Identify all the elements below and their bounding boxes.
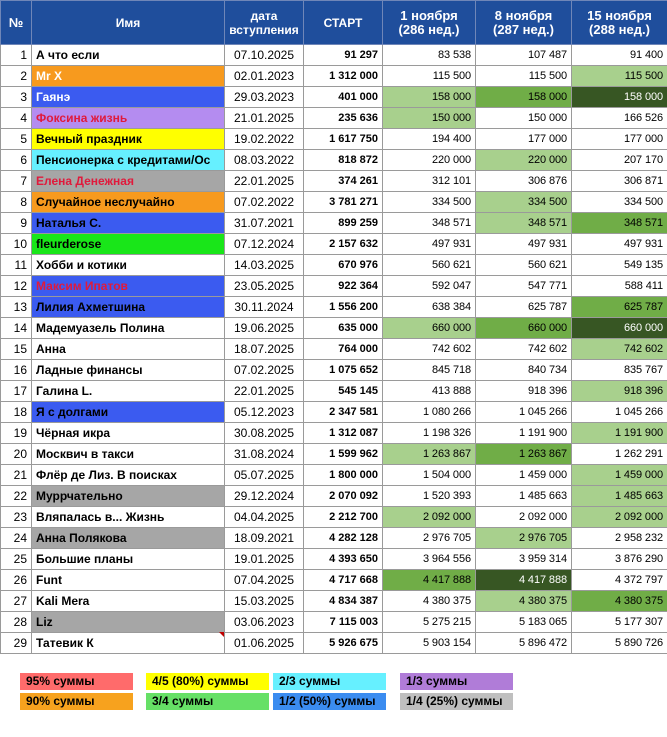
cell-week-3[interactable]: 4 380 375 (572, 591, 667, 612)
legend-item: 4/5 (80%) суммы (146, 673, 269, 690)
cell-number[interactable]: 19 (1, 423, 32, 444)
cell-number[interactable]: 22 (1, 486, 32, 507)
cell-number[interactable]: 2 (1, 66, 32, 87)
cell-name[interactable]: Муррчательно (32, 486, 225, 507)
table-row (1, 402, 667, 423)
cell-start[interactable]: 4 393 650 (304, 549, 383, 570)
cell-join-date[interactable]: 14.03.2025 (225, 255, 304, 276)
cell-start[interactable]: 1 312 087 (304, 423, 383, 444)
cell-week-2[interactable]: 1 263 867 (476, 444, 572, 465)
cell-week-2[interactable]: 177 000 (476, 129, 572, 150)
cell-week-3[interactable]: 1 459 000 (572, 465, 667, 486)
cell-number[interactable]: 21 (1, 465, 32, 486)
cell-week-3[interactable]: 742 602 (572, 339, 667, 360)
cell-number[interactable]: 14 (1, 318, 32, 339)
cell-number[interactable]: 11 (1, 255, 32, 276)
cell-week-1[interactable]: 5 275 215 (383, 612, 476, 633)
legend-item: 2/3 суммы (273, 673, 386, 690)
cell-name[interactable]: Татевик К (32, 633, 225, 654)
table-row (1, 255, 667, 276)
table-row (1, 591, 667, 612)
header-row (1, 1, 667, 45)
cell-start[interactable]: 1 617 750 (304, 129, 383, 150)
cell-number[interactable]: 1 (1, 45, 32, 66)
cell-week-2[interactable]: 625 787 (476, 297, 572, 318)
cell-week-3[interactable]: 4 372 797 (572, 570, 667, 591)
cell-week-1[interactable]: 3 964 556 (383, 549, 476, 570)
cell-number[interactable]: 18 (1, 402, 32, 423)
cell-week-2[interactable]: 4 380 375 (476, 591, 572, 612)
cell-week-1[interactable]: 592 047 (383, 276, 476, 297)
cell-name[interactable]: Анна (32, 339, 225, 360)
cell-week-1[interactable]: 150 000 (383, 108, 476, 129)
cell-week-3[interactable]: 1 045 266 (572, 402, 667, 423)
cell-week-3[interactable]: 3 876 290 (572, 549, 667, 570)
table-row (1, 528, 667, 549)
table-row (1, 360, 667, 381)
table-row (1, 549, 667, 570)
cell-week-1[interactable]: 334 500 (383, 192, 476, 213)
cell-week-2[interactable]: 1 045 266 (476, 402, 572, 423)
table-row (1, 570, 667, 591)
cell-join-date[interactable]: 18.07.2025 (225, 339, 304, 360)
cell-start[interactable]: 2 347 581 (304, 402, 383, 423)
cell-name[interactable]: Гаянэ (32, 87, 225, 108)
legend-item: 1/3 суммы (400, 673, 513, 690)
cell-name[interactable]: Наталья С. (32, 213, 225, 234)
table-row (1, 297, 667, 318)
table-row (1, 486, 667, 507)
header-num[interactable]: № (1, 1, 32, 45)
cell-name[interactable]: Ладные финансы (32, 360, 225, 381)
cell-start[interactable]: 2 070 092 (304, 486, 383, 507)
cell-join-date[interactable]: 18.09.2021 (225, 528, 304, 549)
cell-name[interactable]: fleurderose (32, 234, 225, 255)
cell-number[interactable]: 23 (1, 507, 32, 528)
table-row (1, 423, 667, 444)
cell-join-date[interactable]: 04.04.2025 (225, 507, 304, 528)
cell-number[interactable]: 16 (1, 360, 32, 381)
cell-week-3[interactable]: 5 177 307 (572, 612, 667, 633)
header-name[interactable]: Имя (32, 1, 225, 45)
cell-number[interactable]: 24 (1, 528, 32, 549)
cell-week-1[interactable]: 1 520 393 (383, 486, 476, 507)
cell-start[interactable]: 91 297 (304, 45, 383, 66)
cell-start[interactable]: 635 000 (304, 318, 383, 339)
cell-join-date[interactable]: 22.01.2025 (225, 171, 304, 192)
cell-week-2[interactable]: 4 417 888 (476, 570, 572, 591)
comment-indicator[interactable] (219, 632, 224, 637)
header-date[interactable]: дата вступления (225, 1, 304, 45)
cell-name[interactable]: Пенсионерка с кредитами/Ос (32, 150, 225, 171)
cell-week-2[interactable]: 348 571 (476, 213, 572, 234)
cell-name[interactable]: Большие планы (32, 549, 225, 570)
cell-number[interactable]: 8 (1, 192, 32, 213)
cell-join-date[interactable]: 02.01.2023 (225, 66, 304, 87)
table-row (1, 171, 667, 192)
cell-week-1[interactable]: 638 384 (383, 297, 476, 318)
cell-week-1[interactable]: 83 538 (383, 45, 476, 66)
cell-week-1[interactable]: 1 263 867 (383, 444, 476, 465)
cell-name[interactable]: А что если (32, 45, 225, 66)
cell-week-1[interactable]: 1 080 266 (383, 402, 476, 423)
cell-join-date[interactable]: 29.12.2024 (225, 486, 304, 507)
cell-week-1[interactable]: 2 092 000 (383, 507, 476, 528)
table-row (1, 276, 667, 297)
table-row (1, 87, 667, 108)
cell-week-1[interactable]: 5 903 154 (383, 633, 476, 654)
cell-join-date[interactable]: 22.01.2025 (225, 381, 304, 402)
cell-start[interactable]: 1 556 200 (304, 297, 383, 318)
cell-week-2[interactable]: 2 092 000 (476, 507, 572, 528)
cell-week-3[interactable]: 158 000 (572, 87, 667, 108)
table-body (1, 45, 667, 654)
cell-name[interactable]: Хобби и котики (32, 255, 225, 276)
cell-number[interactable]: 13 (1, 297, 32, 318)
cell-number[interactable]: 29 (1, 633, 32, 654)
table-row (1, 612, 667, 633)
cell-join-date[interactable]: 31.08.2024 (225, 444, 304, 465)
header-week-3[interactable]: 15 ноября (288 нед.) (572, 1, 667, 45)
cell-number[interactable]: 17 (1, 381, 32, 402)
cell-week-3[interactable]: 115 500 (572, 66, 667, 87)
cell-week-1[interactable]: 194 400 (383, 129, 476, 150)
cell-name[interactable]: Мадемуазель Полина (32, 318, 225, 339)
cell-week-3[interactable]: 835 767 (572, 360, 667, 381)
cell-week-3[interactable]: 660 000 (572, 318, 667, 339)
cell-week-3[interactable]: 348 571 (572, 213, 667, 234)
cell-join-date[interactable]: 23.05.2025 (225, 276, 304, 297)
cell-start[interactable]: 3 781 271 (304, 192, 383, 213)
cell-name[interactable]: Лилия Ахметшина (32, 297, 225, 318)
cell-join-date[interactable]: 03.06.2023 (225, 612, 304, 633)
cell-number[interactable]: 10 (1, 234, 32, 255)
cell-start[interactable]: 1 800 000 (304, 465, 383, 486)
cell-name[interactable]: Анна Полякова (32, 528, 225, 549)
table-row (1, 444, 667, 465)
cell-week-1[interactable]: 158 000 (383, 87, 476, 108)
cell-number[interactable]: 5 (1, 129, 32, 150)
cell-number[interactable]: 25 (1, 549, 32, 570)
cell-week-1[interactable]: 1 504 000 (383, 465, 476, 486)
table-row (1, 213, 667, 234)
cell-week-2[interactable]: 547 771 (476, 276, 572, 297)
cell-week-3[interactable]: 625 787 (572, 297, 667, 318)
table-row (1, 108, 667, 129)
cell-week-3[interactable]: 166 526 (572, 108, 667, 129)
legend-item: 1/2 (50%) суммы (273, 693, 386, 710)
cell-join-date[interactable]: 07.04.2025 (225, 570, 304, 591)
cell-week-1[interactable]: 4 417 888 (383, 570, 476, 591)
cell-start[interactable]: 235 636 (304, 108, 383, 129)
cell-week-2[interactable]: 840 734 (476, 360, 572, 381)
cell-week-1[interactable]: 845 718 (383, 360, 476, 381)
cell-number[interactable]: 9 (1, 213, 32, 234)
cell-start[interactable]: 545 145 (304, 381, 383, 402)
cell-number[interactable]: 15 (1, 339, 32, 360)
cell-name[interactable]: Флёр де Лиз. В поисках (32, 465, 225, 486)
cell-week-3[interactable]: 549 135 (572, 255, 667, 276)
cell-week-2[interactable]: 5 896 472 (476, 633, 572, 654)
cell-join-date[interactable]: 07.02.2025 (225, 360, 304, 381)
cell-start[interactable]: 1 599 962 (304, 444, 383, 465)
cell-join-date[interactable]: 21.01.2025 (225, 108, 304, 129)
cell-week-2[interactable]: 3 959 314 (476, 549, 572, 570)
cell-week-2[interactable]: 5 183 065 (476, 612, 572, 633)
cell-week-2[interactable]: 560 621 (476, 255, 572, 276)
cell-join-date[interactable]: 19.06.2025 (225, 318, 304, 339)
cell-week-2[interactable]: 1 191 900 (476, 423, 572, 444)
cell-week-2[interactable]: 918 396 (476, 381, 572, 402)
cell-start[interactable]: 818 872 (304, 150, 383, 171)
cell-week-1[interactable]: 497 931 (383, 234, 476, 255)
cell-number[interactable]: 26 (1, 570, 32, 591)
cell-start[interactable]: 374 261 (304, 171, 383, 192)
cell-join-date[interactable]: 07.02.2022 (225, 192, 304, 213)
cell-week-1[interactable]: 115 500 (383, 66, 476, 87)
cell-join-date[interactable]: 15.03.2025 (225, 591, 304, 612)
cell-name[interactable]: Liz (32, 612, 225, 633)
cell-week-2[interactable]: 497 931 (476, 234, 572, 255)
cell-name[interactable]: Галина L. (32, 381, 225, 402)
cell-number[interactable]: 27 (1, 591, 32, 612)
cell-name[interactable]: Чёрная икра (32, 423, 225, 444)
cell-week-2[interactable]: 742 602 (476, 339, 572, 360)
header-start[interactable]: СТАРТ (304, 1, 383, 45)
cell-name[interactable]: Mr X (32, 66, 225, 87)
cell-name[interactable]: Я с долгами (32, 402, 225, 423)
table-row (1, 45, 667, 66)
cell-join-date[interactable]: 01.06.2025 (225, 633, 304, 654)
cell-week-2[interactable]: 1 485 663 (476, 486, 572, 507)
cell-week-2[interactable]: 158 000 (476, 87, 572, 108)
legend-item: 1/4 (25%) суммы (400, 693, 513, 710)
cell-name[interactable]: Случайное неслучайно (32, 192, 225, 213)
cell-number[interactable]: 3 (1, 87, 32, 108)
cell-week-1[interactable]: 413 888 (383, 381, 476, 402)
cell-week-3[interactable]: 207 170 (572, 150, 667, 171)
cell-week-2[interactable]: 115 500 (476, 66, 572, 87)
cell-week-3[interactable]: 5 890 726 (572, 633, 667, 654)
table-row (1, 465, 667, 486)
table-row (1, 150, 667, 171)
cell-start[interactable]: 670 976 (304, 255, 383, 276)
cell-start[interactable]: 2 157 632 (304, 234, 383, 255)
cell-week-3[interactable]: 91 400 (572, 45, 667, 66)
cell-join-date[interactable]: 31.07.2021 (225, 213, 304, 234)
cell-name[interactable]: Вляпалась в... Жизнь (32, 507, 225, 528)
cell-number[interactable]: 7 (1, 171, 32, 192)
cell-week-1[interactable]: 1 198 326 (383, 423, 476, 444)
table-row (1, 633, 667, 654)
cell-week-1[interactable]: 312 101 (383, 171, 476, 192)
cell-start[interactable]: 401 000 (304, 87, 383, 108)
cell-start[interactable]: 899 259 (304, 213, 383, 234)
cell-start[interactable]: 922 364 (304, 276, 383, 297)
cell-number[interactable]: 6 (1, 150, 32, 171)
cell-week-1[interactable]: 4 380 375 (383, 591, 476, 612)
cell-week-2[interactable]: 107 487 (476, 45, 572, 66)
cell-join-date[interactable]: 19.02.2022 (225, 129, 304, 150)
table-row (1, 381, 667, 402)
cell-join-date[interactable]: 05.12.2023 (225, 402, 304, 423)
cell-number[interactable]: 12 (1, 276, 32, 297)
cell-start[interactable]: 1 075 652 (304, 360, 383, 381)
legend (3, 654, 525, 737)
cell-week-3[interactable]: 1 485 663 (572, 486, 667, 507)
cell-join-date[interactable]: 29.03.2023 (225, 87, 304, 108)
cell-start[interactable]: 1 312 000 (304, 66, 383, 87)
cell-week-1[interactable]: 560 621 (383, 255, 476, 276)
cell-name[interactable]: Funt (32, 570, 225, 591)
cell-week-3[interactable]: 2 958 232 (572, 528, 667, 549)
cell-number[interactable]: 20 (1, 444, 32, 465)
cell-name[interactable]: Максим Ипатов (32, 276, 225, 297)
cell-week-3[interactable]: 1 191 900 (572, 423, 667, 444)
cell-join-date[interactable]: 19.01.2025 (225, 549, 304, 570)
cell-week-3[interactable]: 334 500 (572, 192, 667, 213)
cell-week-3[interactable]: 588 411 (572, 276, 667, 297)
cell-join-date[interactable]: 30.08.2025 (225, 423, 304, 444)
cell-week-3[interactable]: 497 931 (572, 234, 667, 255)
legend-item: 95% суммы (20, 673, 133, 690)
cell-start[interactable]: 4 717 668 (304, 570, 383, 591)
cell-name[interactable]: Фоксина жизнь (32, 108, 225, 129)
cell-number[interactable]: 4 (1, 108, 32, 129)
cell-name[interactable]: Kali Mera (32, 591, 225, 612)
cell-week-3[interactable]: 1 262 291 (572, 444, 667, 465)
cell-join-date[interactable]: 30.11.2024 (225, 297, 304, 318)
legend-item: 90% суммы (20, 693, 133, 710)
cell-start[interactable]: 4 834 387 (304, 591, 383, 612)
cell-join-date[interactable]: 07.12.2024 (225, 234, 304, 255)
cell-start[interactable]: 4 282 128 (304, 528, 383, 549)
cell-week-3[interactable]: 918 396 (572, 381, 667, 402)
cell-week-1[interactable]: 348 571 (383, 213, 476, 234)
legend-item: 3/4 суммы (146, 693, 269, 710)
cell-week-1[interactable]: 660 000 (383, 318, 476, 339)
cell-join-date[interactable]: 05.07.2025 (225, 465, 304, 486)
table-row (1, 192, 667, 213)
cell-week-1[interactable]: 2 976 705 (383, 528, 476, 549)
cell-week-3[interactable]: 2 092 000 (572, 507, 667, 528)
cell-week-2[interactable]: 2 976 705 (476, 528, 572, 549)
header-week-2[interactable]: 8 ноября (287 нед.) (476, 1, 572, 45)
table-row (1, 318, 667, 339)
cell-join-date[interactable]: 08.03.2022 (225, 150, 304, 171)
cell-week-2[interactable]: 220 000 (476, 150, 572, 171)
cell-start[interactable]: 7 115 003 (304, 612, 383, 633)
cell-week-3[interactable]: 177 000 (572, 129, 667, 150)
cell-week-2[interactable]: 150 000 (476, 108, 572, 129)
table-row (1, 129, 667, 150)
cell-week-1[interactable]: 742 602 (383, 339, 476, 360)
header-week-1[interactable]: 1 ноября (286 нед.) (383, 1, 476, 45)
cell-number[interactable]: 28 (1, 612, 32, 633)
table-row (1, 66, 667, 87)
cell-name[interactable]: Елена Денежная (32, 171, 225, 192)
cell-week-3[interactable]: 306 871 (572, 171, 667, 192)
table-row (1, 339, 667, 360)
cell-week-2[interactable]: 1 459 000 (476, 465, 572, 486)
cell-start[interactable]: 764 000 (304, 339, 383, 360)
cell-join-date[interactable]: 07.10.2025 (225, 45, 304, 66)
table-row (1, 234, 667, 255)
cell-name[interactable]: Вечный праздник (32, 129, 225, 150)
cell-week-1[interactable]: 220 000 (383, 150, 476, 171)
cell-week-2[interactable]: 306 876 (476, 171, 572, 192)
cell-start[interactable]: 5 926 675 (304, 633, 383, 654)
cell-start[interactable]: 2 212 700 (304, 507, 383, 528)
table-row (1, 507, 667, 528)
cell-name[interactable]: Москвич в такси (32, 444, 225, 465)
cell-week-2[interactable]: 334 500 (476, 192, 572, 213)
cell-week-2[interactable]: 660 000 (476, 318, 572, 339)
